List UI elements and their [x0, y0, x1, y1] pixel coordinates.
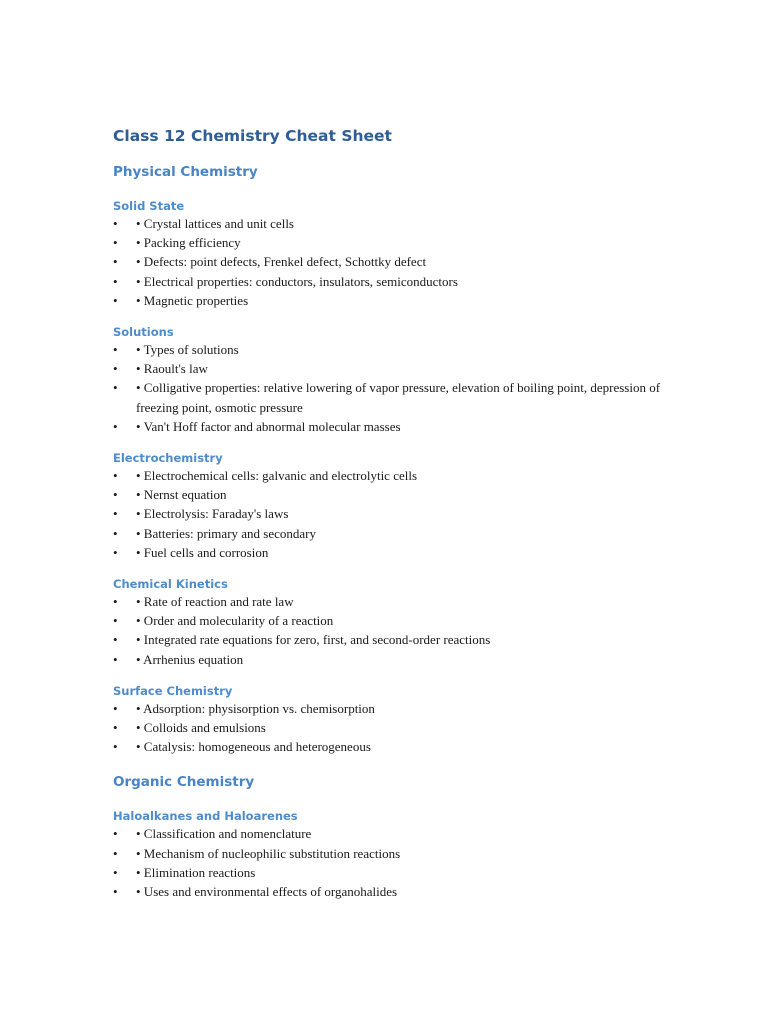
list-item [113, 699, 673, 718]
bullet-icon: • [113, 700, 118, 716]
list-item [113, 359, 673, 378]
list-item-text: • Mechanism of nucleophilic substitution reactions [136, 845, 401, 861]
document-title: Class 12 Chemistry Cheat Sheet [113, 127, 392, 145]
bullet-icon: • [113, 342, 118, 358]
list-item [113, 291, 673, 310]
list-item-text: • Elimination reactions [136, 864, 256, 880]
bullet-icon: • [113, 845, 118, 861]
list-item-text: • Rate of reaction and rate law [136, 594, 294, 610]
bullet-list [113, 592, 673, 669]
list-item-text: • Order and molecularity of a reaction [136, 613, 334, 629]
bullet-icon: • [113, 594, 118, 610]
bullet-icon: • [113, 254, 118, 270]
list-item-text: • Electrolysis: Faraday's laws [136, 506, 289, 522]
section [113, 808, 673, 901]
list-item-text: • Adsorption: physisorption vs. chemisorption [136, 700, 375, 716]
list-item [113, 844, 673, 863]
bullet-icon: • [113, 525, 118, 541]
list-item-text: • Types of solutions [136, 342, 239, 358]
bullet-list [113, 824, 673, 901]
bullet-icon: • [113, 380, 118, 396]
section-heading: Electrochemistry [113, 451, 223, 466]
list-item-text: • Classification and nomenclature [136, 826, 312, 842]
list-item [113, 340, 673, 359]
list-item [113, 863, 673, 882]
list-item [113, 718, 673, 737]
bullet-icon: • [113, 273, 118, 289]
bullet-list [113, 340, 673, 436]
list-item-text: • Van't Hoff factor and abnormal molecular masses [136, 418, 401, 434]
section-heading: Haloalkanes and Haloarenes [113, 809, 298, 824]
list-item [113, 543, 673, 562]
bullet-icon: • [113, 651, 118, 667]
bullet-icon: • [113, 216, 118, 231]
list-item [113, 504, 673, 523]
list-item [113, 882, 673, 901]
bullet-icon: • [113, 739, 118, 755]
list-item [113, 650, 673, 669]
section [113, 450, 673, 562]
section-heading: Chemical Kinetics [113, 577, 228, 592]
bullet-icon: • [113, 864, 118, 880]
section-heading: Surface Chemistry [113, 683, 233, 698]
list-item [113, 611, 673, 630]
section [113, 683, 673, 757]
list-item [113, 272, 673, 291]
bullet-icon: • [113, 720, 118, 736]
bullet-icon: • [113, 468, 118, 484]
list-item [113, 592, 673, 611]
list-item-text: • Batteries: primary and secondary [136, 525, 316, 541]
section [113, 576, 673, 669]
list-item-text: • Packing efficiency [136, 235, 241, 251]
list-item [113, 524, 673, 543]
list-item-text: • Catalysis: homogeneous and heterogeneous [136, 739, 371, 755]
list-item [113, 485, 673, 504]
bullet-list [113, 466, 673, 562]
bullet-icon: • [113, 884, 118, 900]
list-item-text: • Fuel cells and corrosion [136, 544, 269, 560]
bullet-icon: • [113, 613, 118, 629]
list-item-text: • Magnetic properties [136, 292, 249, 308]
bullet-icon: • [113, 487, 118, 503]
section-heading: Solutions [113, 325, 174, 340]
list-item [113, 417, 673, 436]
list-item-text: • Nernst equation [136, 487, 227, 503]
bullet-icon: • [113, 418, 118, 434]
part-heading: Organic Chemistry [113, 774, 255, 791]
section-heading: Solid State [113, 199, 185, 213]
list-item-text: • Colloids and emulsions [136, 720, 266, 736]
list-item-text: • Raoult's law [136, 361, 208, 377]
part-heading: Physical Chemistry [113, 164, 258, 180]
list-item-text: • Colligative properties: relative lowering of vapor pressure, elevation of boiling point, depression of freezing point, osmotic pressure [136, 380, 661, 415]
bullet-list [113, 214, 673, 310]
list-item [113, 233, 673, 252]
bullet-list [113, 699, 673, 757]
list-item-text: • Arrhenius equation [136, 651, 244, 667]
bullet-icon: • [113, 292, 118, 308]
bullet-icon: • [113, 632, 118, 648]
bullet-icon: • [113, 544, 118, 560]
list-item [113, 252, 673, 271]
list-item-text: • Electrochemical cells: galvanic and electrolytic cells [136, 468, 418, 484]
list-item-text: • Electrical properties: conductors, insulators, semiconductors [136, 273, 458, 289]
list-item [113, 630, 673, 649]
section [113, 324, 673, 436]
list-item [113, 378, 673, 416]
document-body [113, 124, 673, 901]
bullet-icon: • [113, 506, 118, 522]
bullet-icon: • [113, 826, 118, 842]
bullet-icon: • [113, 235, 118, 251]
list-item [113, 214, 673, 233]
list-item-text: • Defects: point defects, Frenkel defect, Schottky defect [136, 254, 427, 270]
section [113, 198, 673, 310]
bullet-icon: • [113, 361, 118, 377]
list-item [113, 466, 673, 485]
list-item [113, 737, 673, 756]
list-item-text: • Crystal lattices and unit cells [136, 216, 294, 231]
list-item-text: • Integrated rate equations for zero, first, and second-order reactions [136, 632, 491, 648]
list-item [113, 824, 673, 843]
list-item-text: • Uses and environmental effects of organohalides [136, 884, 398, 900]
